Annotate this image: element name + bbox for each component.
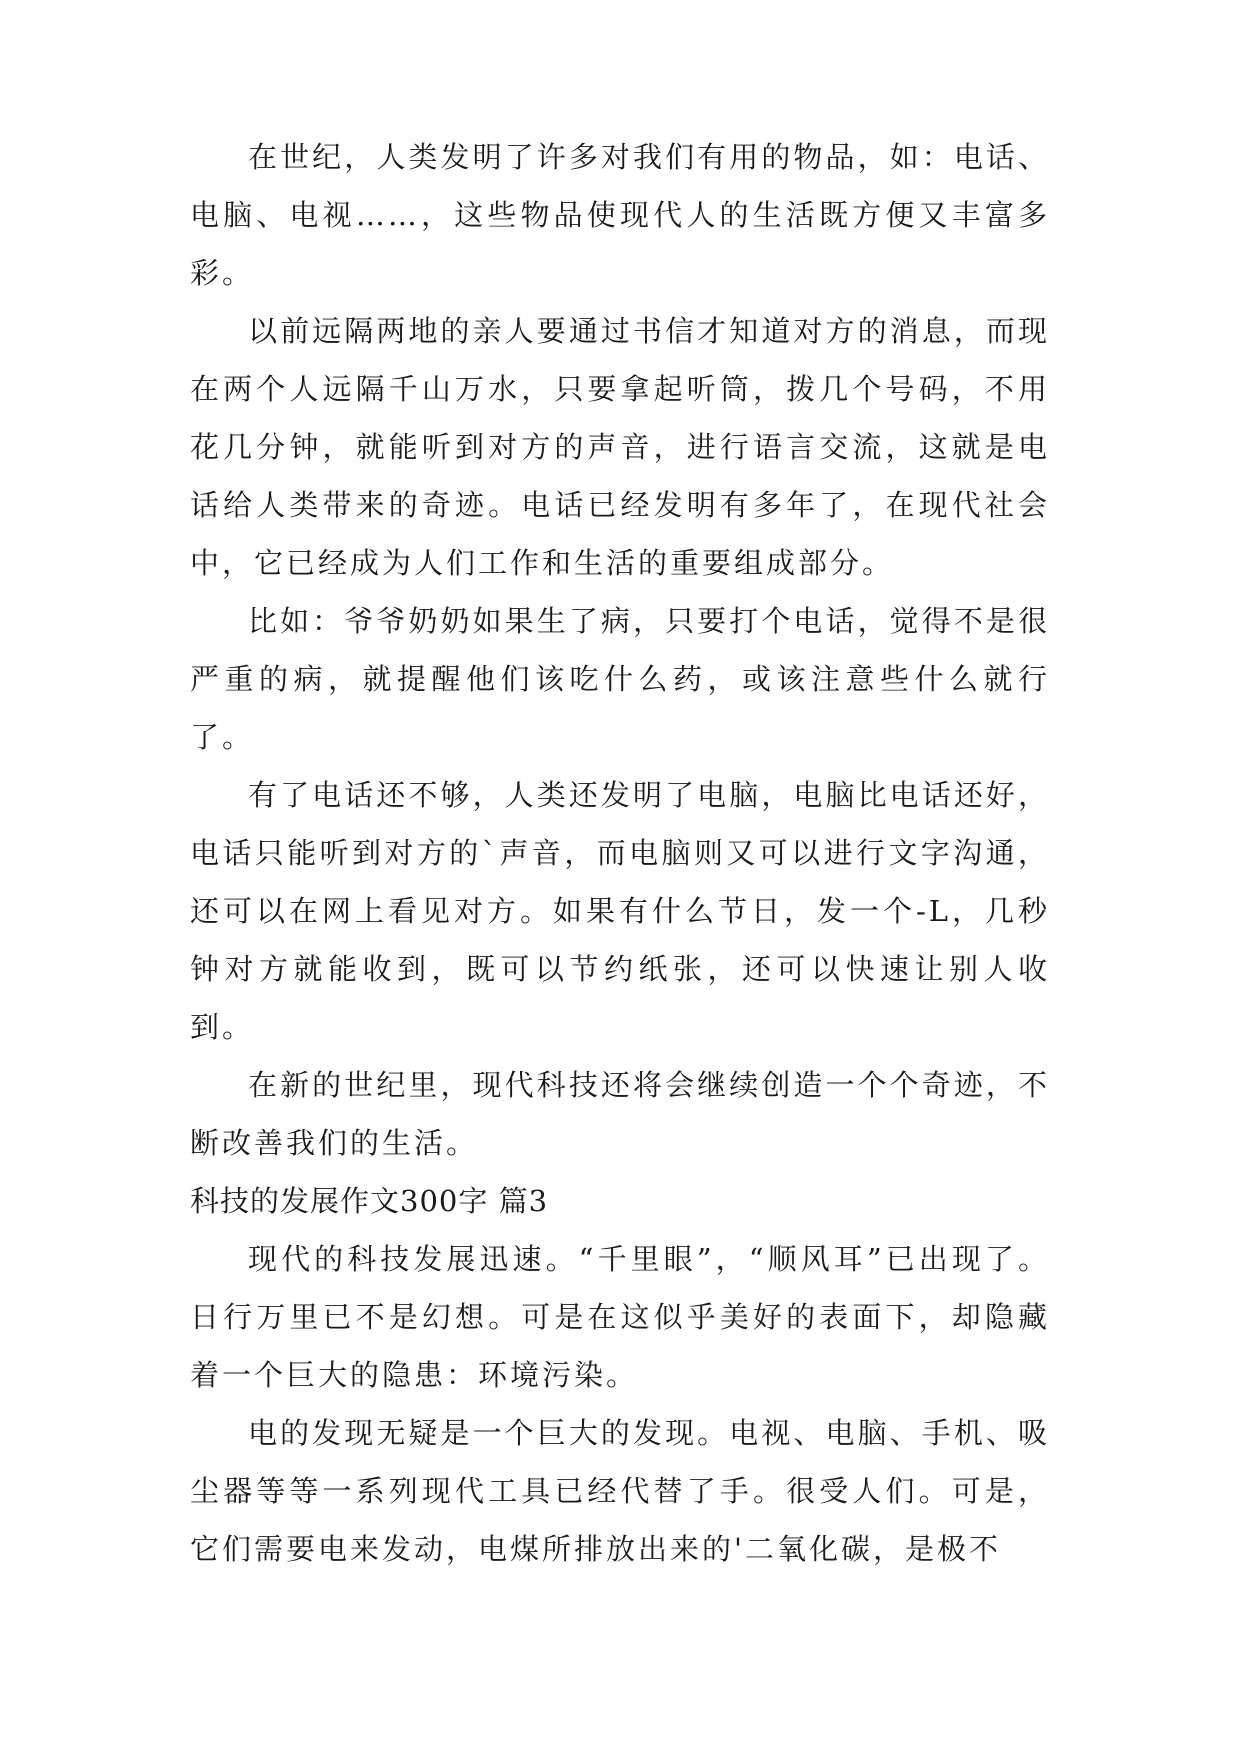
paragraph-electricity: 电的发现无疑是一个巨大的发现。电视、电脑、手机、吸尘器等等一系列现代工具已经代替了手。很受人们。可是，它们需要电来发动，电煤所排放出来的'二氧化碳，是极不: [190, 1416, 1050, 1566]
paragraph-computer: 有了电话还不够，人类还发明了电脑，电脑比电话还好，电话只能听到对方的`声音，而电脑则又可以进行文字沟通，还可以在网上看见对方。如果有什么节日，发一个-L，几秒钟对方就能收到，既可以节约纸张，还可以快速让别人收到。: [190, 778, 1050, 1044]
paragraph-grandparents: 比如：爷爷奶奶如果生了病，只要打个电话，觉得不是很严重的病，就提醒他们该吃什么药，或该注意些什么就行了。: [190, 604, 1050, 754]
paragraph-telephone: 以前远隔两地的亲人要通过书信才知道对方的消息，而现在两个人远隔千山万水，只要拿起听筒，拨几个号码，不用花几分钟，就能听到对方的声音，进行语言交流，这就是电话给人类带来的奇迹。电话已经发明有多年了，在现代社会中，它已经成为人们工作和生活的重要组成部分。: [190, 314, 1050, 580]
paragraph-inventions: 在世纪，人类发明了许多对我们有用的物品，如：电话、电脑、电视……，这些物品使现代人的生活既方便又丰富多彩。: [190, 140, 1050, 290]
paragraph-new-century: 在新的世纪里，现代科技还将会继续创造一个个奇迹，不断改善我们的生活。: [190, 1068, 1050, 1160]
section-heading: 科技的发展作文300字 篇3: [190, 1184, 549, 1218]
document-body: [190, 128, 1050, 1578]
paragraph-tech-development: 现代的科技发展迅速。“千里眼”，“顺风耳”已出现了。日行万里已不是幻想。可是在这似乎美好的表面下，却隐藏着一个巨大的隐患：环境污染。: [190, 1242, 1050, 1392]
